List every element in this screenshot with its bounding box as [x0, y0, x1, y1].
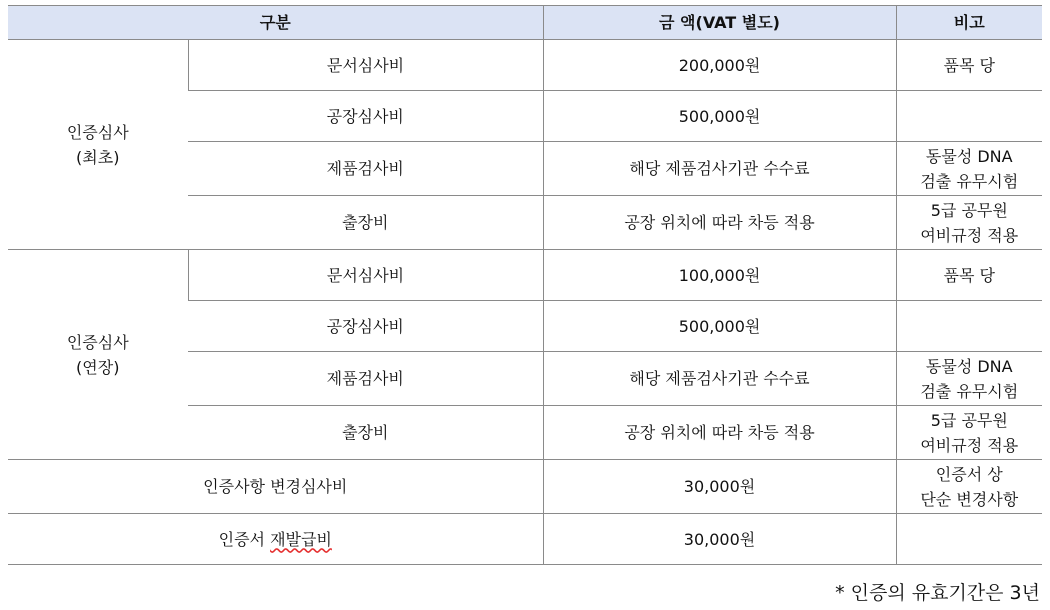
amount-cell: 30,000원: [543, 514, 896, 565]
amount-cell: 500,000원: [543, 301, 896, 352]
note-line1: 품목 당: [943, 265, 995, 285]
item-cell: 문서심사비: [188, 250, 543, 301]
group-label-initial: [8, 40, 188, 250]
group-label-line2: (연장): [76, 357, 120, 377]
amount-cell: 해당 제품검사기관 수수료: [543, 352, 896, 406]
note-line2: 검출 유무시험: [920, 171, 1019, 191]
item-cell: 문서심사비: [188, 40, 543, 91]
item-cell: 출장비: [188, 196, 543, 250]
group-label-line1: 인증심사: [66, 122, 129, 142]
header-row: [8, 6, 1042, 40]
group-label-line2: (최초): [76, 147, 120, 167]
change-review-fee-label: 인증사항 변경심사비: [8, 460, 543, 514]
table-row: [8, 40, 1042, 91]
note-line1: 동물성 DNA: [925, 356, 1013, 376]
note-line2: 단순 변경사항: [920, 489, 1019, 509]
group-label-line1: 인증심사: [66, 332, 129, 352]
item-cell: 제품검사비: [188, 352, 543, 406]
table-row: [8, 514, 1042, 565]
reissue-label-plain: 인증서: [218, 529, 271, 549]
header-note: 비고: [896, 6, 1042, 40]
item-cell: 제품검사비: [188, 142, 543, 196]
note-line1: 품목 당: [943, 55, 995, 75]
header-category: 구분: [8, 6, 543, 40]
note-cell: [896, 406, 1042, 460]
item-cell: 공장심사비: [188, 91, 543, 142]
fee-table: [8, 5, 1042, 565]
header-amount: 금 액(VAT 별도): [543, 6, 896, 40]
table-row: [8, 460, 1042, 514]
note-line1: 인증서 상: [935, 464, 1003, 484]
note-cell: [896, 514, 1042, 565]
note-cell: [896, 196, 1042, 250]
item-cell: 출장비: [188, 406, 543, 460]
validity-footnote: * 인증의 유효기간은 3년: [835, 582, 1040, 604]
note-cell: [896, 142, 1042, 196]
note-cell: [896, 301, 1042, 352]
note-line1: 5급 공무원: [930, 410, 1008, 430]
reissue-label-spellcheck: 재발급비: [270, 529, 332, 549]
note-line1: 동물성 DNA: [925, 146, 1013, 166]
group-label-renewal: [8, 250, 188, 460]
amount-cell: 500,000원: [543, 91, 896, 142]
note-cell: [896, 40, 1042, 91]
amount-cell: 해당 제품검사기관 수수료: [543, 142, 896, 196]
note-line2: 검출 유무시험: [920, 381, 1019, 401]
note-cell: [896, 460, 1042, 514]
amount-cell: 30,000원: [543, 460, 896, 514]
reissue-fee-label: [8, 514, 543, 565]
item-cell: 공장심사비: [188, 301, 543, 352]
note-line1: 5급 공무원: [930, 200, 1008, 220]
amount-cell: 공장 위치에 따라 차등 적용: [543, 406, 896, 460]
note-cell: [896, 352, 1042, 406]
note-cell: [896, 91, 1042, 142]
note-line2: 여비규정 적용: [920, 225, 1019, 245]
note-line2: 여비규정 적용: [920, 435, 1019, 455]
note-cell: [896, 250, 1042, 301]
amount-cell: 100,000원: [543, 250, 896, 301]
table-row: [8, 250, 1042, 301]
amount-cell: 200,000원: [543, 40, 896, 91]
amount-cell: 공장 위치에 따라 차등 적용: [543, 196, 896, 250]
